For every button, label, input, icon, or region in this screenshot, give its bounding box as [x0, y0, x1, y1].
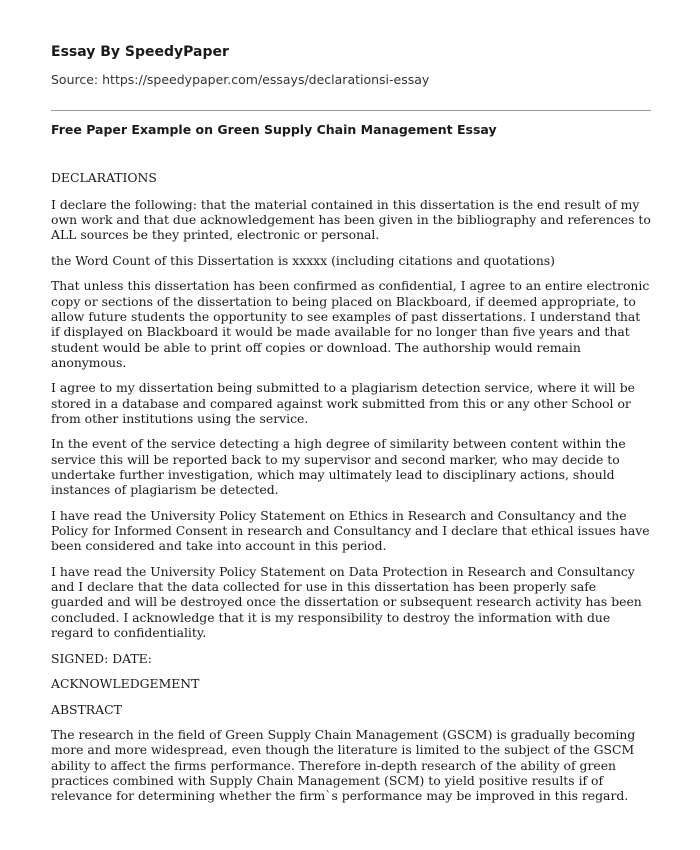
paragraph: That unless this dissertation has been confirmed as confidential, I agree to an entire electronic copy or sections of the dissertation to being placed on Blackboard, if deemed appropriate, to allow future students the opportunity to see examples of past dissertations. I understand that if displayed on Blackboard it would be made available for no longer than five years and that student would be able to print off copies or download. The authorship would remain anonymous. [51, 278, 650, 370]
paragraph: The research in the field of Green Supply Chain Management (GSCM) is gradually becoming more and more widespread, even though the literature is limited to the subject of the GSCM ability to affect the firms performance. Therefore in-depth research of the ability of green practices combined with Supply Chain Management (SCM) to yield positive results if of relevance for determining whether the firm`s performance may be improved in this regard. [51, 726, 636, 804]
signature-line: SIGNED: DATE: [51, 650, 152, 666]
paragraph: I declare the following: that the material contained in this dissertation is the end result of my own work and that due acknowledgement has been given in the bibliography and references to ALL sources be they printed, electronic or personal. [51, 196, 651, 243]
source-line: Source: https://speedypaper.com/essays/declarationsi-essay [51, 72, 430, 87]
paragraph: In the event of the service detecting a high degree of similarity between content within the service this will be reported back to my supervisor and second marker, who may decide to undertake further investigation, which may ultimately lead to disciplinary actions, should instances of plagiarism be detected. [51, 436, 626, 498]
section-heading-declarations: DECLARATIONS [51, 170, 157, 185]
paragraph: I have read the University Policy Statement on Ethics in Research and Consultancy and the Policy for Informed Consent in research and Consultancy and I declare that ethical issues have been considered and take into account in this period. [51, 507, 650, 554]
site-title: Essay By SpeedyPaper [51, 44, 229, 60]
divider [51, 110, 651, 111]
section-heading-acknowledgement: ACKNOWLEDGEMENT [51, 676, 200, 692]
essay-body [51, 170, 651, 814]
section-heading-abstract: ABSTRACT [51, 701, 122, 717]
essay-title: Free Paper Example on Green Supply Chain Management Essay [51, 122, 497, 137]
paragraph: I agree to my dissertation being submitted to a plagiarism detection service, where it will be stored in a database and compared against work submitted from this or any other School or from other institutions using the service. [51, 380, 635, 426]
paragraph: the Word Count of this Dissertation is xxxxx (including citations and quotations) [51, 252, 555, 268]
paragraph: I have read the University Policy Statement on Data Protection in Research and Consultancy and I declare that the data collected for use in this dissertation has been properly safe guarded and will be destroyed once the dissertation or subsequent research activity has been concluded. I acknowledge that it is my responsibility to destroy the information with due regard to confidentiality. [51, 563, 642, 641]
